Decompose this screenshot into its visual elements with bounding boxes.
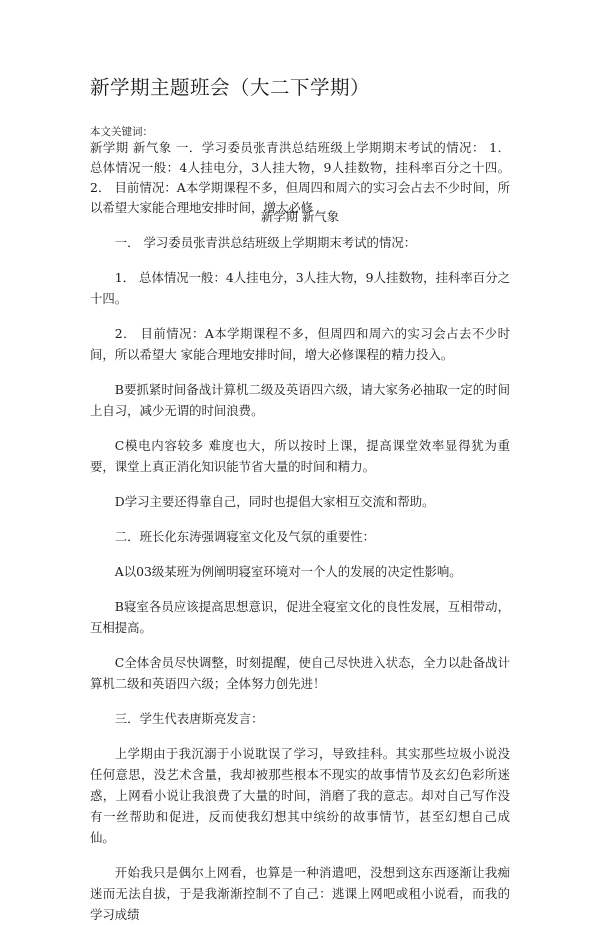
document-title: 新学期主题班会（大二下学期） [90, 76, 371, 99]
paragraph: 一． 学习委员张青洪总结班级上学期期末考试的情况： [114, 235, 417, 250]
paragraph: 三．学生代表唐斯亮发言： [114, 711, 264, 726]
paragraph: 上学期由于我沉溺于小说耽误了学习，导致挂科。其实那些垃圾小说没任何意思，没艺术含量，我却被那些根本不现实的故事情节及玄幻色彩所迷惑，上网看小说让我浪费了大量的时间，消磨了我的意志。却对自己写作没有一丝帮助和促进，反而使我幻想其中缤纷的故事情节，甚至幻想自己成仙。 [90, 746, 510, 845]
section-subtitle: 新学期 新气象 [260, 209, 340, 224]
paragraph: C全体舍员尽快调整，时刻提醒，使自己尽快进入状态，全力以赴备战计算机二级和英语四六级；全体努力创先进！ [90, 655, 510, 691]
paragraph: B要抓紧时间备战计算机二级及英语四六级，请大家务必抽取一定的时间上自习，减少无谓的时间浪费。 [90, 382, 510, 418]
paragraph: 2． 目前情况：A本学期课程不多，但周四和周六的实习会占去不少时间，所以希望大 家能合理地安排时间，增大必修课程的精力投入。 [90, 326, 510, 362]
paragraph: 1． 总体情况一般：4人挂电分，3人挂大物，9人挂数物，挂科率百分之十四。 [90, 270, 510, 306]
paragraph: 二．班长化东涛强调寝室文化及气氛的重要性： [114, 529, 375, 544]
keyword-label: 本文关键词： [90, 126, 153, 138]
summary-text: 新学期 新气象 一．学习委员张青洪总结班级上学期期末考试的情况： 1． 总体情况一般：4人挂电分，3人挂大物，9人挂数物，挂科率百分之十四。 2． 目前情况：A本学期课程不多，但周四和周六的实习会占去不少时间，所以希望大家能合理地安排时间，增大必修 [90, 140, 510, 215]
document-body [90, 232, 510, 925]
paragraph: D学习主要还得靠自己，同时也提倡大家相互交流和帮助。 [114, 494, 435, 509]
paragraph: A以03级某班为例阐明寝室环境对一个人的发展的决定性影响。 [114, 564, 462, 579]
paragraph: B寝室各员应该提高思想意识，促进全寝室文化的良性发展，互相带动，互相提高。 [90, 599, 510, 635]
paragraph: 开始我只是偶尔上网看，也算是一种消遣吧，没想到这东西逐渐让我痴迷而无法自拔，于是我渐渐控制不了自己：逃课上网吧或租小说看，而我的学习成绩 [90, 865, 510, 922]
paragraph: C模电内容较多 难度也大，所以按时上课，提高课堂效率显得犹为重要，课堂上真正消化知识能节省大量的时间和精力。 [90, 438, 510, 474]
